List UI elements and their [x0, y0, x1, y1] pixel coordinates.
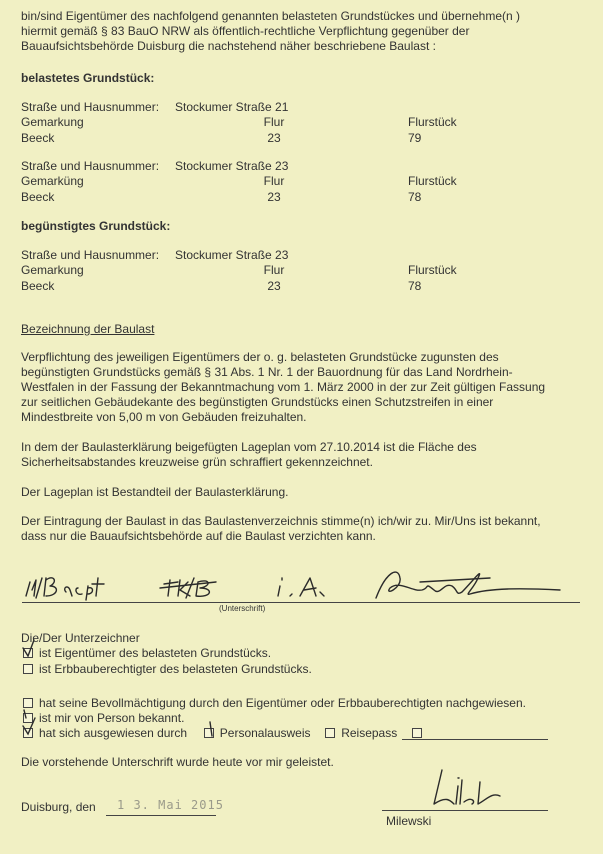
flur-label: Flur: [263, 263, 285, 277]
flurstueck-value: 78: [408, 279, 422, 293]
bestandteil-text: Der Lageplan ist Bestandteil der Baulasterklärung.: [21, 485, 289, 499]
baulast-line: Verpflichtung des jeweiligen Eigentümers der o. g. belasteten Grundstücke zugunsten des: [21, 350, 499, 364]
baulast-text: [21, 350, 586, 425]
flur-label: Flur: [263, 115, 285, 129]
vollmacht-option-label: hat seine Bevollmächtigung durch den Eigentümer oder Erbbauberechtigten nachgewiesen.: [39, 696, 526, 710]
baulast-line: begünstigten Grundstücks gemäß § 31 Abs. 1 Nr. 1 der Bauordnung für das Land Nordrhein-: [21, 365, 513, 379]
flur-value: 23: [267, 190, 281, 204]
burdened-1-street-row: [21, 100, 581, 115]
official-name: Milewski: [386, 814, 432, 828]
reisepass-label: Reisepass: [341, 726, 398, 740]
gemarkung-value: Beeck: [21, 279, 55, 293]
baulast-line: Mindestbreite von 5,00 m von Gebäuden freizuhalten.: [21, 410, 307, 424]
flur-value: 23: [267, 279, 281, 293]
signature-line: [22, 602, 580, 603]
bestaetigung-text: Die vorstehende Unterschrift wurde heute vor mir geleistet.: [21, 755, 334, 769]
baulast-line: Westfalen in der Fassung der Bekanntmachung vom 1. März 2000 in der zur Zeit gültigen Fassung: [21, 380, 546, 394]
handwritten-signatures: [20, 552, 580, 608]
gemarkung-label: Gemarküng: [21, 174, 84, 188]
lageplan-line: In dem der Baulasterklärung beigefügten Lageplan vom 27.10.2014 ist die Fläche des: [21, 440, 477, 454]
flurstueck-label: Flurstück: [408, 174, 457, 188]
eintragung-line: dass nur die Bauaufsichtsbehörde auf die Baulast verzichten kann.: [21, 529, 376, 543]
benefited-value-row: [21, 279, 581, 294]
flurstueck-label: Flurstück: [408, 263, 457, 277]
lageplan-line: Sicherheitsabstandes kreuzweise grün schraffiert gekennzeichnet.: [21, 455, 373, 469]
benefited-heading: begünstigtes Grundstück:: [21, 219, 171, 233]
lageplan-text: [21, 440, 586, 470]
street-label: Straße und Hausnummer:: [21, 248, 160, 262]
street-value: Stockumer Straße 23: [175, 248, 289, 262]
eintragung-line: Der Eintragung der Baulast in das Baulastenverzeichnis stimme(n) ich/wir zu. Mir/Uns ist bekannt,: [21, 514, 541, 528]
gemarkung-value: Beeck: [21, 131, 55, 145]
burdened-heading: belastetes Grundstück:: [21, 71, 155, 85]
eintragung-text: [21, 514, 586, 544]
ausgewiesen-option-label: hat sich ausgewiesen durch: [39, 726, 188, 740]
official-signature-line: [382, 810, 548, 811]
burdened-1-header-row: [21, 115, 581, 130]
burdened-2-street-row: [21, 159, 581, 174]
unterzeichner-heading: Die/Der Unterzeichner: [21, 631, 140, 645]
street-value: Stockumer Straße 23: [175, 159, 289, 173]
street-value: Stockumer Straße 21: [175, 100, 289, 114]
handwritten-checkmarks: [16, 634, 226, 742]
reisepass-checkbox[interactable]: [325, 728, 335, 738]
burdened-2-header-row: [21, 174, 581, 189]
erbbau-option-label: ist Erbbauberechtigter des belasteten Grundstücks.: [39, 662, 312, 676]
flurstueck-label: Flurstück: [408, 115, 457, 129]
personalausweis-label: Personalausweis: [219, 726, 311, 740]
burdened-2-value-row: [21, 190, 581, 205]
burdened-1-value-row: [21, 131, 581, 146]
benefited-header-row: [21, 263, 581, 278]
date-stamp: 1 3. Mai 2015: [117, 798, 224, 812]
flurstueck-value: 78: [408, 190, 422, 204]
gemarkung-label: Gemarkung: [21, 263, 84, 277]
street-label: Straße und Hausnummer:: [21, 100, 160, 114]
intro-line: Bauaufsichtsbehörde Duisburg die nachstehend näher beschriebene Baulast :: [21, 39, 436, 53]
intro-line: hiermit gemäß § 83 BauO NRW als öffentlich-rechtliche Verpflichtung gegenüber der: [21, 24, 470, 38]
baulast-heading: Bezeichnung der Baulast: [21, 322, 155, 336]
owner-option-label: ist Eigentümer des belasteten Grundstücks.: [39, 646, 272, 660]
flur-value: 23: [267, 131, 281, 145]
intro-line: bin/sind Eigentümer des nachfolgend genannten belasteten Grundstückes und übernehme(n ): [21, 9, 521, 23]
benefited-street-row: [21, 248, 581, 263]
date-line: [106, 815, 216, 816]
flurstueck-value: 79: [408, 131, 422, 145]
gemarkung-label: Gemarkung: [21, 115, 84, 129]
official-signature: [420, 766, 510, 810]
other-id-blank-line[interactable]: [402, 739, 548, 740]
intro-text: [21, 9, 586, 54]
flur-label: Flur: [263, 174, 285, 188]
street-label: Straße und Hausnummer:: [21, 159, 160, 173]
baulast-line: zur seitlichen Gebäudekante des begünstigten Grundstücks einen Schutzstreifen in einer: [21, 395, 494, 409]
place-date-label: Duisburg, den: [21, 800, 96, 814]
unterschrift-label: (Unterschrift): [219, 604, 266, 613]
gemarkung-value: Beeck: [21, 190, 55, 204]
other-id-checkbox[interactable]: [412, 728, 422, 738]
bekannt-option-label: ist mir von Person bekannt.: [39, 711, 185, 725]
